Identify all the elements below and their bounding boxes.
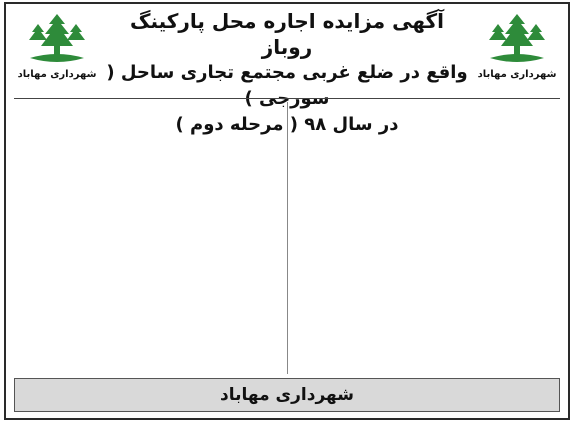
municipality-logo-left: [14, 10, 100, 94]
header-divider: [14, 98, 560, 99]
municipality-logo-right: [474, 10, 560, 94]
notice-header: [6, 4, 568, 135]
mahabad-emblem-icon: [484, 10, 550, 68]
notice-subtitle: واقع در ضلع غربی مجتمع تجاری ساحل ( سورجی ): [106, 62, 468, 109]
notice-title: آگهی مزایده اجاره محل پارکینگ روباز: [129, 9, 445, 59]
logo-right-caption: شهرداری مهاباد: [477, 69, 557, 80]
notice-page: [4, 2, 570, 420]
column-divider: [287, 102, 288, 374]
signature-text: شهرداری مهاباد: [220, 385, 354, 405]
signature-band: [14, 378, 560, 412]
notice-year-stage: در سال ۹۸ ( مرحله دوم ): [175, 114, 399, 135]
logo-left-caption: شهرداری مهاباد: [17, 69, 97, 80]
notice-body: [14, 102, 560, 374]
mahabad-emblem-icon: [24, 10, 90, 68]
